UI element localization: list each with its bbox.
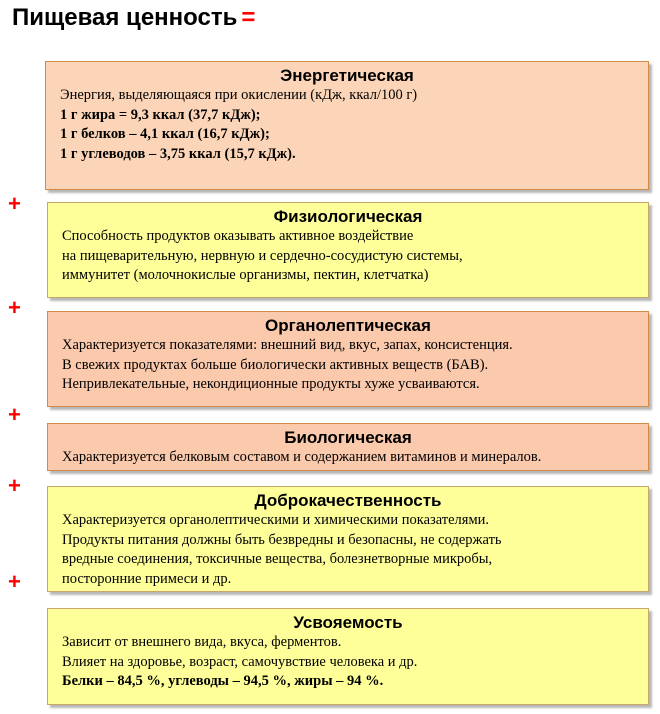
section-line: Влияет на здоровье, возраст, самочувствие человека и др. xyxy=(62,653,418,670)
section-heading: Доброкачественность xyxy=(254,491,442,510)
section-heading: Биологическая xyxy=(284,428,412,447)
section-line: 1 г жира = 9,3 ккал (37,7 кДж); xyxy=(60,106,261,123)
section-benign-quality xyxy=(47,486,649,592)
section-physiological xyxy=(47,202,649,298)
section-line: Непривлекательные, некондиционные продукты хуже усваиваются. xyxy=(62,376,480,392)
section-line: Характеризуется белковым составом и содержанием витаминов и минералов. xyxy=(62,449,542,465)
section-line: Характеризуется показателями: внешний вид, вкус, запах, консистенция. xyxy=(62,337,513,353)
section-energy xyxy=(45,61,649,190)
section-heading: Усвояемость xyxy=(293,613,403,632)
section-line: Энергия, выделяющаяся при окислении (кДж, ккал/100 г) xyxy=(60,87,418,103)
plus-sign: + xyxy=(8,402,21,427)
section-line: Зависит от внешнего вида, вкуса, ферментов. xyxy=(62,634,342,650)
section-line: вредные соединения, токсичные вещества, болезнетворные микробы, xyxy=(62,551,493,567)
section-line: 1 г белков – 4,1 ккал (16,7 кДж); xyxy=(60,126,270,142)
section-heading: Органолептическая xyxy=(265,316,431,335)
section-line: Способность продуктов оказывать активное воздействие xyxy=(62,228,414,244)
section-line: иммунитет (молочнокислые организмы, пектин, клетчатка) xyxy=(62,267,429,283)
section-line: Белки – 84,5 %, углеводы – 94,5 %, жиры – 94 %. xyxy=(62,673,384,689)
section-line: В свежих продуктах больше биологически активных веществ (БАВ). xyxy=(62,356,489,373)
page-title xyxy=(12,4,255,32)
plus-sign: + xyxy=(8,569,21,594)
section-heading: Энергетическая xyxy=(280,66,414,85)
page-title-text: Пищевая ценность xyxy=(12,4,238,31)
section-line: Продукты питания должны быть безвредны и безопасны, не содержать xyxy=(62,531,502,548)
section-organoleptic xyxy=(47,311,649,407)
plus-sign: + xyxy=(8,295,21,320)
section-digestibility xyxy=(47,608,649,705)
section-heading: Физиологическая xyxy=(273,207,423,226)
plus-sign: + xyxy=(8,191,21,216)
plus-sign: + xyxy=(8,473,21,498)
section-line: посторонние примеси и др. xyxy=(62,570,232,587)
section-line: 1 г углеводов – 3,75 ккал (15,7 кДж). xyxy=(60,145,296,162)
section-line: Характеризуется органолептическими и химическими показателями. xyxy=(62,512,490,528)
section-line: на пищеварительную, нервную и сердечно-сосудистую системы, xyxy=(62,247,463,264)
section-biological xyxy=(47,423,649,471)
equals-sign: = xyxy=(241,4,256,31)
